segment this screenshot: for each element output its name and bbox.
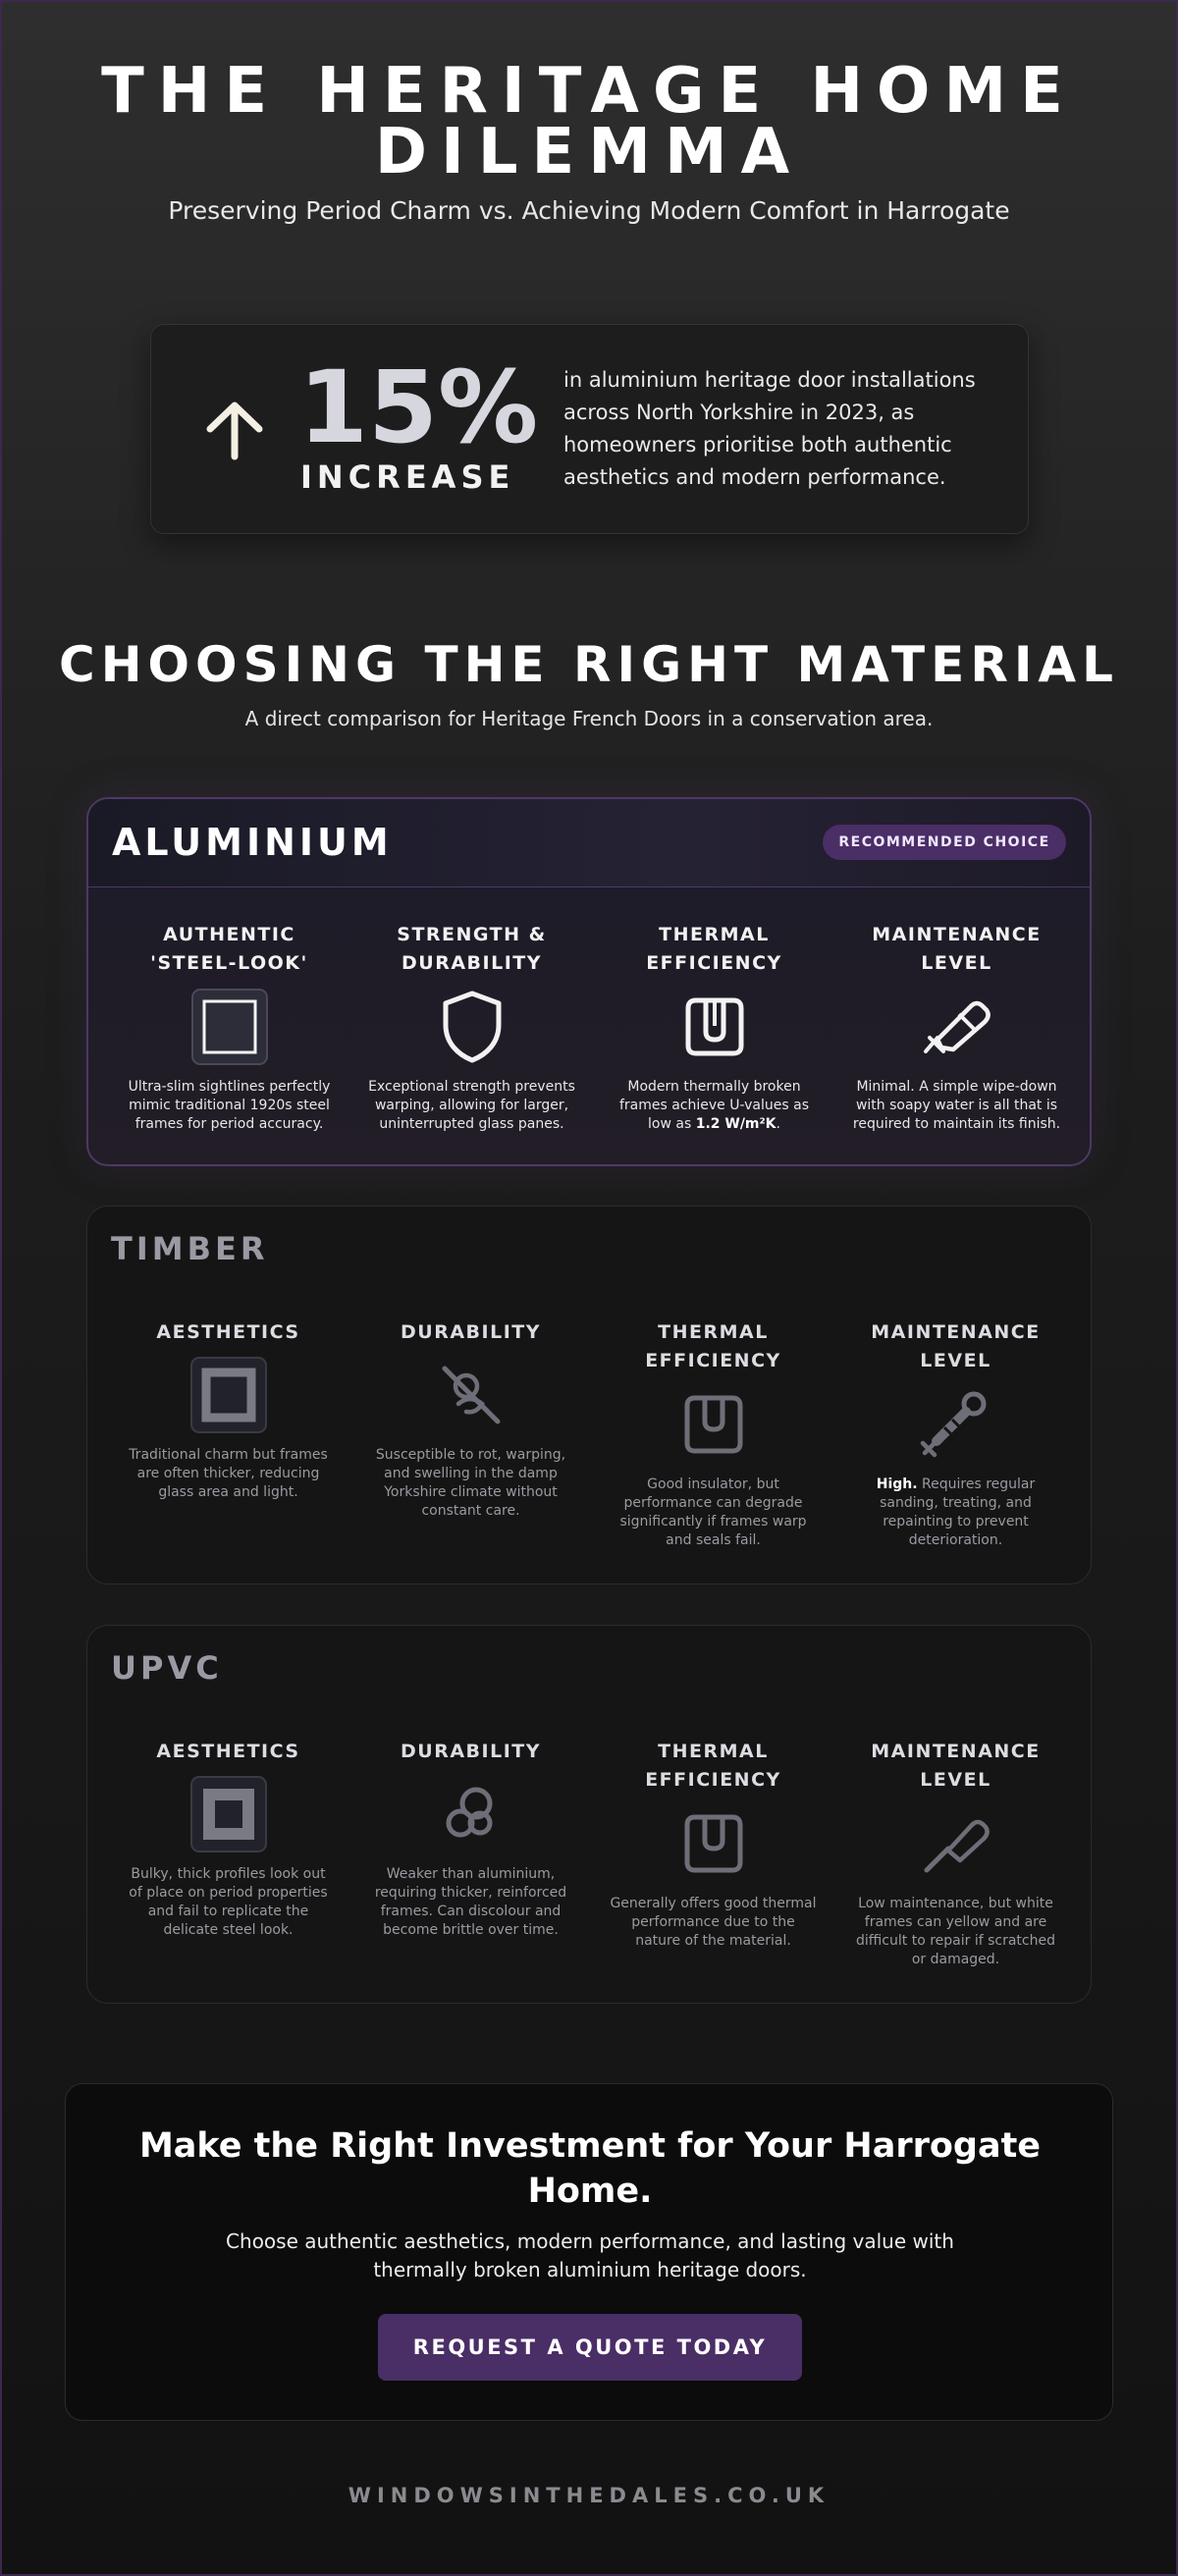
feature-description: Weaker than aluminium, requiring thicker, reinforced frames. Can discolour and become brittle over time. (374, 1866, 567, 1938)
slim-frame-icon (188, 986, 271, 1068)
feature-title: STRENGTH & DURABILITY (397, 924, 547, 974)
feature-strength (350, 921, 593, 1134)
material-name: UPVC (111, 1649, 223, 1687)
feature-aesthetics (108, 921, 350, 1134)
stat-description: in aluminium heritage door installations across North Yorkshire in 2023, as homeowners prioritise both authentic aesthetics and modern performance. (563, 368, 976, 489)
feature-description: High. Requires regular sanding, treating, and repainting to prevent deterioration. (876, 1476, 1036, 1548)
feature-thermal (592, 1318, 834, 1550)
feature-title: MAINTENANCE LEVEL (872, 924, 1042, 974)
stat-label: INCREASE (300, 458, 515, 496)
feature-title: DURABILITY (401, 1321, 541, 1343)
feature-title: THERMAL EFFICIENCY (645, 1321, 781, 1371)
cta-description: Choose authentic aesthetics, modern performance, and lasting value with thermally broken aluminium heritage doors. (226, 2229, 954, 2281)
feature-description: Exceptional strength prevents warping, allowing for larger, uninterrupted glass panes. (368, 1079, 575, 1132)
feature-maintenance (834, 1738, 1077, 1969)
feature-title: THERMAL EFFICIENCY (646, 924, 782, 974)
feature-columns (107, 1318, 1077, 1550)
feature-description: Traditional charm but frames are often thicker, reducing glass area and light. (129, 1447, 328, 1500)
stat-card (150, 324, 1029, 534)
feature-description: Generally offers good thermal performance due to the nature of the material. (610, 1896, 817, 1949)
material-card-upvc (86, 1625, 1092, 2004)
thermal-icon (672, 1383, 755, 1466)
feature-columns (108, 921, 1078, 1134)
stat-number: 15% (298, 349, 539, 466)
card-header (88, 799, 1090, 887)
tools-icon (915, 1383, 997, 1466)
feature-title: MAINTENANCE LEVEL (871, 1321, 1041, 1371)
material-card-aluminium (86, 797, 1092, 1166)
page-title: THE HERITAGE HOME DILEMMA (101, 55, 1077, 188)
footer-site-link[interactable]: WINDOWSINTHEDALES.CO.UK (348, 2484, 830, 2507)
thermal-break-icon (673, 986, 756, 1068)
feature-aesthetics (107, 1738, 349, 1969)
material-name: TIMBER (111, 1230, 269, 1267)
thick-frame-icon (187, 1354, 270, 1436)
feature-title: THERMAL EFFICIENCY (645, 1741, 781, 1791)
feature-maintenance (835, 921, 1078, 1134)
comparison-title: CHOOSING THE RIGHT MATERIAL (59, 636, 1119, 693)
feature-durability (349, 1738, 592, 1969)
feature-title: AESTHETICS (156, 1741, 300, 1762)
feature-maintenance (834, 1318, 1077, 1550)
feature-title: MAINTENANCE LEVEL (871, 1741, 1041, 1791)
recommended-badge: RECOMMENDED CHOICE (823, 825, 1066, 860)
feature-description: Minimal. A simple wipe-down with soapy water is all that is required to maintain its finish. (852, 1079, 1061, 1132)
cta-section (65, 2083, 1113, 2421)
rot-icon (430, 1354, 512, 1436)
request-quote-button[interactable]: REQUEST A QUOTE TODAY (378, 2314, 802, 2381)
material-card-timber (86, 1206, 1092, 1584)
feature-title: AUTHENTIC 'STEEL-LOOK' (150, 924, 308, 974)
feature-thermal (593, 921, 835, 1134)
bulky-frame-icon (187, 1773, 270, 1855)
arrow-up-icon (200, 396, 269, 464)
feature-description: Bulky, thick profiles look out of place on period properties and fail to replicate the delicate steel look. (129, 1866, 328, 1938)
feature-description: Ultra-slim sightlines perfectly mimic traditional 1920s steel frames for period accuracy. (128, 1079, 331, 1132)
thermal-icon (672, 1802, 755, 1885)
feature-thermal (592, 1738, 834, 1969)
feature-columns (107, 1738, 1077, 1969)
cta-title: Make the Right Investment for Your Harrogate Home. (138, 2126, 1042, 2211)
wipe-icon (916, 986, 998, 1068)
shield-icon (431, 986, 513, 1068)
feature-title: DURABILITY (401, 1741, 541, 1762)
feature-title: AESTHETICS (156, 1321, 300, 1343)
feature-description: Low maintenance, but white frames can yellow and are difficult to repair if scratched or damaged. (856, 1896, 1055, 1967)
comparison-subtitle: A direct comparison for Heritage French Doors in a conservation area. (244, 707, 934, 730)
chain-links-icon (430, 1773, 512, 1855)
feature-description: Good insulator, but performance can degrade significantly if frames warp and seals fail. (619, 1476, 807, 1548)
feature-aesthetics (107, 1318, 349, 1550)
feature-description: Modern thermally broken frames achieve U-values as low as 1.2 W/m²K. (618, 1079, 810, 1132)
feature-description: Susceptible to rot, warping, and swelling in the damp Yorkshire climate without constant care. (375, 1447, 566, 1519)
material-name: ALUMINIUM (112, 821, 393, 864)
brush-icon (915, 1802, 997, 1885)
page-subtitle: Preserving Period Charm vs. Achieving Modern Comfort in Harrogate (168, 196, 1010, 225)
feature-durability (349, 1318, 592, 1550)
